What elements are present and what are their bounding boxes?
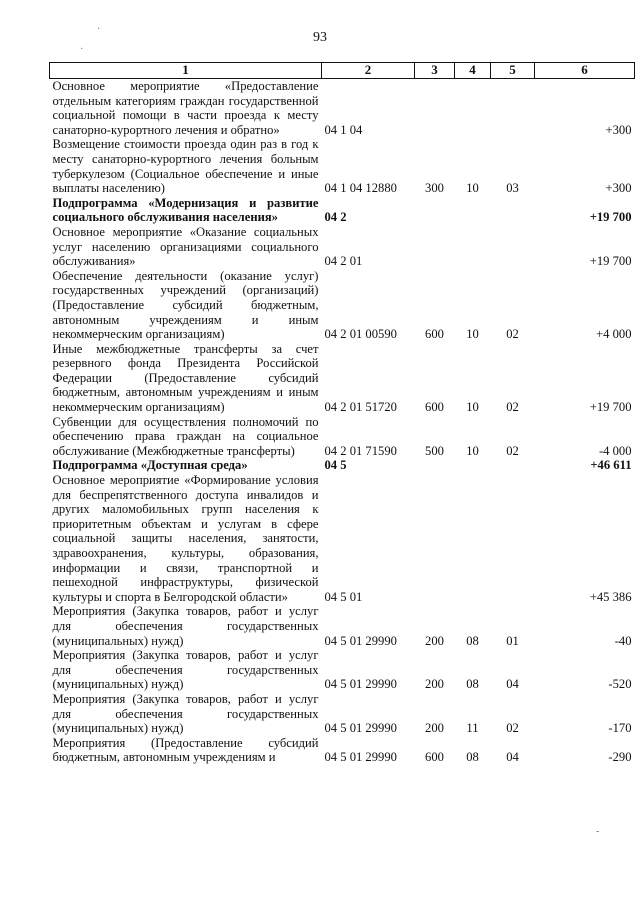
table-row: [50, 225, 635, 269]
row-subsection: [491, 196, 535, 225]
row-amount: +19 700: [589, 210, 632, 225]
header-col-5: 5: [491, 63, 535, 79]
row-subsection: 01: [506, 633, 519, 648]
row-name: Основное мероприятие «Предоставление отдельным категориям граждан государственной социальной помощи в части проезда к месту санаторно-курортного лечения и обратно»: [52, 79, 319, 137]
header-row: [50, 63, 635, 79]
row-amount: -40: [614, 633, 632, 648]
row-section: 08: [466, 677, 479, 692]
row-expense-type: 200: [425, 721, 444, 736]
row-amount: +300: [605, 122, 632, 137]
header-col-6: 6: [535, 63, 635, 79]
row-expense-type: [415, 196, 455, 225]
scan-speck: -: [596, 826, 600, 837]
row-expense-type: 600: [425, 750, 444, 765]
row-subsection: 03: [506, 181, 519, 196]
scan-speck: ·: [97, 24, 101, 35]
row-amount: +45 386: [589, 589, 632, 604]
row-code: 04 1 04 12880: [324, 181, 397, 196]
row-section: 08: [466, 633, 479, 648]
row-code: 04 5 01: [324, 589, 363, 604]
row-name: Возмещение стоимости проезда один раз в год к месту санаторно-курортного лечения больным туберкулезом (Социальное обеспечение и иные выплаты населению): [52, 137, 319, 196]
table-row: [50, 79, 635, 138]
row-name: Мероприятия (Закупка товаров, работ и услуг для обеспечения государственных (муниципальных) нужд): [52, 604, 319, 648]
row-code: 04 2 01: [324, 254, 363, 269]
table-row: [50, 415, 635, 459]
table-row: [50, 342, 635, 415]
row-section: 11: [466, 721, 479, 736]
table-body: [50, 79, 635, 765]
row-expense-type: 300: [425, 181, 444, 196]
budget-table: [49, 62, 635, 765]
row-name: Основное мероприятие «Оказание социальных услуг населению организациями социального обслуживания»: [52, 224, 319, 269]
row-expense-type: 200: [425, 677, 444, 692]
table-row: [50, 137, 635, 195]
row-name: Мероприятия (Закупка товаров, работ и услуг для обеспечения государственных (муниципальных) нужд): [52, 648, 319, 692]
row-section: 10: [466, 327, 479, 342]
header-col-4: 4: [455, 63, 491, 79]
table-row: [50, 648, 635, 692]
row-amount: +300: [605, 181, 632, 196]
table-row: [50, 604, 635, 648]
table-row: [50, 196, 635, 225]
row-subsection: 04: [506, 677, 519, 692]
row-expense-type: [415, 225, 455, 269]
row-section: 10: [466, 181, 479, 196]
page-number: 93: [313, 30, 327, 45]
row-expense-type: 600: [425, 400, 444, 415]
header-col-3: 3: [415, 63, 455, 79]
row-amount: -170: [608, 721, 632, 736]
row-code: 04 2: [324, 210, 347, 225]
row-subsection: 02: [506, 400, 519, 415]
header-col-2: 2: [322, 63, 415, 79]
row-section: 10: [466, 400, 479, 415]
row-code: 04 5 01 29990: [324, 721, 397, 736]
row-name: Мероприятия (Закупка товаров, работ и услуг для обеспечения государственных (муниципальных) нужд): [52, 691, 319, 736]
header-col-1: 1: [50, 63, 322, 79]
row-section: [455, 79, 491, 138]
row-name: Мероприятия (Предоставление субсидий бюджетным, автономным учреждениям и: [52, 735, 319, 765]
row-amount: +46 611: [590, 458, 632, 473]
table-row: [50, 736, 635, 765]
row-section: [455, 196, 491, 225]
row-name: Основное мероприятие «Формирование условия для беспрепятственного доступа инвалидов и других маломобильных групп населения к приоритетным объектам и услугам в сфере социальной защиты населения, занятости, здравоохранения, культуры, образования, информации и связи, транспортной и пешеходной инфраструктуры, физической культуры и спорта в Белгородской области»: [52, 473, 319, 604]
row-section: [455, 225, 491, 269]
row-subsection: [491, 458, 535, 473]
row-subsection: [491, 473, 535, 604]
row-expense-type: [415, 458, 455, 473]
row-amount: +4 000: [596, 327, 632, 342]
row-code: 04 2 01 51720: [324, 400, 397, 415]
row-amount: -290: [608, 750, 632, 765]
row-amount: +19 700: [589, 400, 632, 415]
row-subsection: 04: [506, 750, 519, 765]
table-row: [50, 473, 635, 604]
row-subsection: 02: [506, 443, 519, 458]
row-code: 04 2 01 71590: [324, 443, 397, 458]
row-expense-type: 200: [425, 633, 444, 648]
row-expense-type: [415, 79, 455, 138]
row-code: 04 5 01 29990: [324, 750, 397, 765]
row-section: 08: [466, 750, 479, 765]
row-subsection: 02: [506, 721, 519, 736]
row-subsection: [491, 79, 535, 138]
row-code: 04 5 01 29990: [324, 633, 397, 648]
row-amount: +19 700: [589, 254, 632, 269]
row-name: Субвенции для осуществления полномочий по обеспечению права граждан на социальное обслуживание (Межбюджетные трансферты): [52, 414, 319, 458]
row-amount: -520: [608, 677, 632, 692]
row-code: 04 5 01 29990: [324, 677, 397, 692]
table-row: [50, 269, 635, 342]
row-name: Иные межбюджетные трансферты за счет резервного фонда Президента Российской Федерации (Предоставление субсидий бюджетным, автономным учреждениям и иным некоммерческим организациям): [52, 341, 319, 415]
row-section: 10: [466, 443, 479, 458]
scan-speck: ·: [80, 44, 84, 55]
row-expense-type: [415, 473, 455, 604]
row-code: 04 2 01 00590: [324, 327, 397, 342]
row-name: Подпрограмма «Доступная среда»: [52, 458, 248, 473]
row-code: 04 1 04: [324, 122, 363, 137]
row-subsection: [491, 225, 535, 269]
row-subsection: 02: [506, 327, 519, 342]
table-row: [50, 692, 635, 736]
row-name: Подпрограмма «Модернизация и развитие социального обслуживания населения»: [52, 195, 319, 225]
row-expense-type: 500: [425, 443, 444, 458]
table-row: [50, 458, 635, 473]
row-amount: -4 000: [598, 443, 632, 458]
row-name: Обеспечение деятельности (оказание услуг) государственных учреждений (организаций) (Предоставление субсидий бюджетным, автономным учреждениям и иным некоммерческим организациям): [52, 268, 319, 342]
row-section: [455, 458, 491, 473]
row-expense-type: 600: [425, 327, 444, 342]
row-section: [455, 473, 491, 604]
row-code: 04 5: [324, 458, 347, 473]
